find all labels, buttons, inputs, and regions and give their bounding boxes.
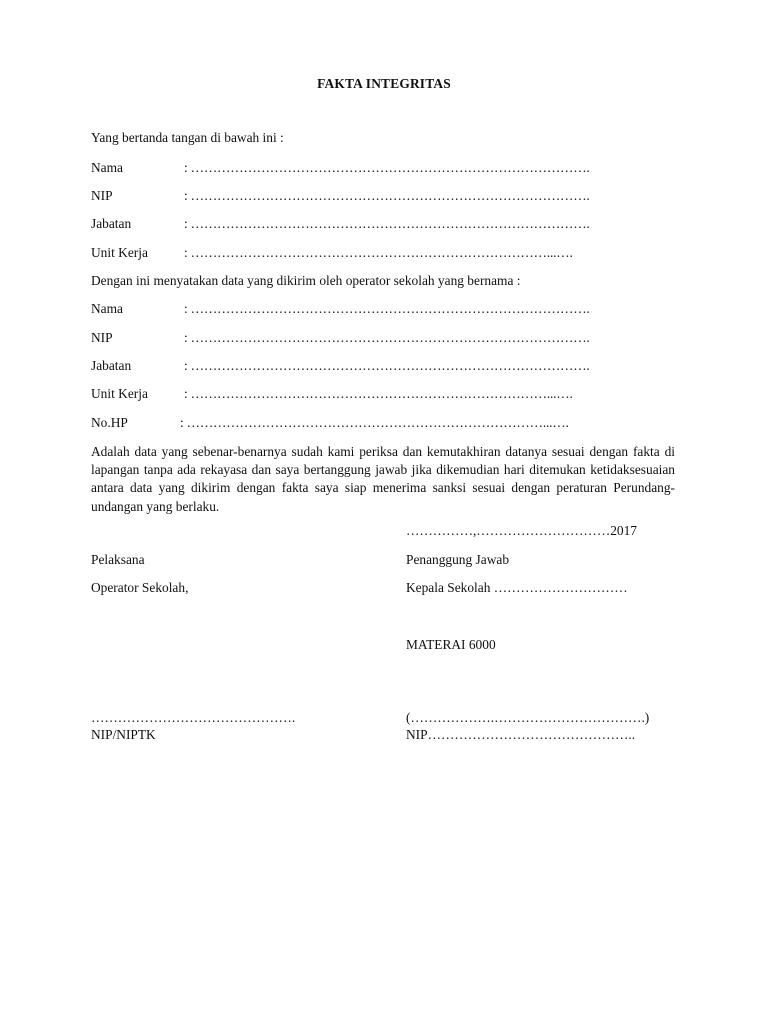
left-signer-role: Pelaksana	[91, 552, 145, 567]
signer-jabatan-label: Jabatan	[91, 216, 132, 231]
right-signature-line: (……………….…………………………….)	[406, 710, 650, 725]
signer-jabatan-field: : ……………………………………………………………………………….	[184, 216, 590, 231]
signer-nip-label: NIP	[91, 188, 113, 203]
operator-unit-label: Unit Kerja	[91, 386, 148, 401]
document-title: FAKTA INTEGRITAS	[317, 76, 451, 91]
operator-phone-label: No.HP	[91, 415, 128, 430]
operator-jabatan-label: Jabatan	[91, 358, 132, 373]
left-id-label: NIP/NIPTK	[91, 727, 156, 742]
stamp-placeholder: MATERAI 6000	[406, 637, 496, 652]
signer-name-field: : ……………………………………………………………………………….	[184, 160, 590, 175]
operator-jabatan-field: : ……………………………………………………………………………….	[184, 358, 590, 373]
operator-phone-field: : ………………………………………………………………………...….	[180, 415, 569, 430]
left-signature-line: ……………………………………….	[91, 710, 296, 725]
declaration-paragraph: Adalah data yang sebenar-benarnya sudah kami periksa dan kemutakhiran datanya sesuai dengan fakta di lapangan tanpa ada rekayasa dan saya bertanggung jawab jika dikemudian hari ditemukan ketidaksesuaian antara data yang dikirim dengan fakta saya siap menerima sanksi sesuai dengan peraturan Perundang-undangan yang berlaku.	[91, 444, 675, 514]
statement-text: Dengan ini menyatakan data yang dikirim oleh operator sekolah yang bernama :	[91, 273, 521, 288]
right-signer-role: Penanggung Jawab	[406, 552, 510, 567]
operator-nip-label: NIP	[91, 330, 113, 345]
signer-name-label: Nama	[91, 160, 123, 175]
signer-unit-field: : ………………………………………………………………………...….	[184, 245, 573, 260]
place-date-line: ……………,…………………………2017	[406, 523, 637, 538]
operator-nip-field: : ……………………………………………………………………………….	[184, 330, 590, 345]
operator-name-field: : ……………………………………………………………………………….	[184, 301, 590, 316]
signer-nip-field: : ……………………………………………………………………………….	[184, 188, 590, 203]
right-id-label: NIP………………………………………..	[406, 727, 636, 742]
left-signer-title: Operator Sekolah,	[91, 580, 189, 595]
operator-unit-field: : ………………………………………………………………………...….	[184, 386, 573, 401]
right-signer-title: Kepala Sekolah …………………………	[406, 580, 628, 595]
signer-unit-label: Unit Kerja	[91, 245, 148, 260]
intro-text: Yang bertanda tangan di bawah ini :	[91, 130, 284, 145]
operator-name-label: Nama	[91, 301, 123, 316]
